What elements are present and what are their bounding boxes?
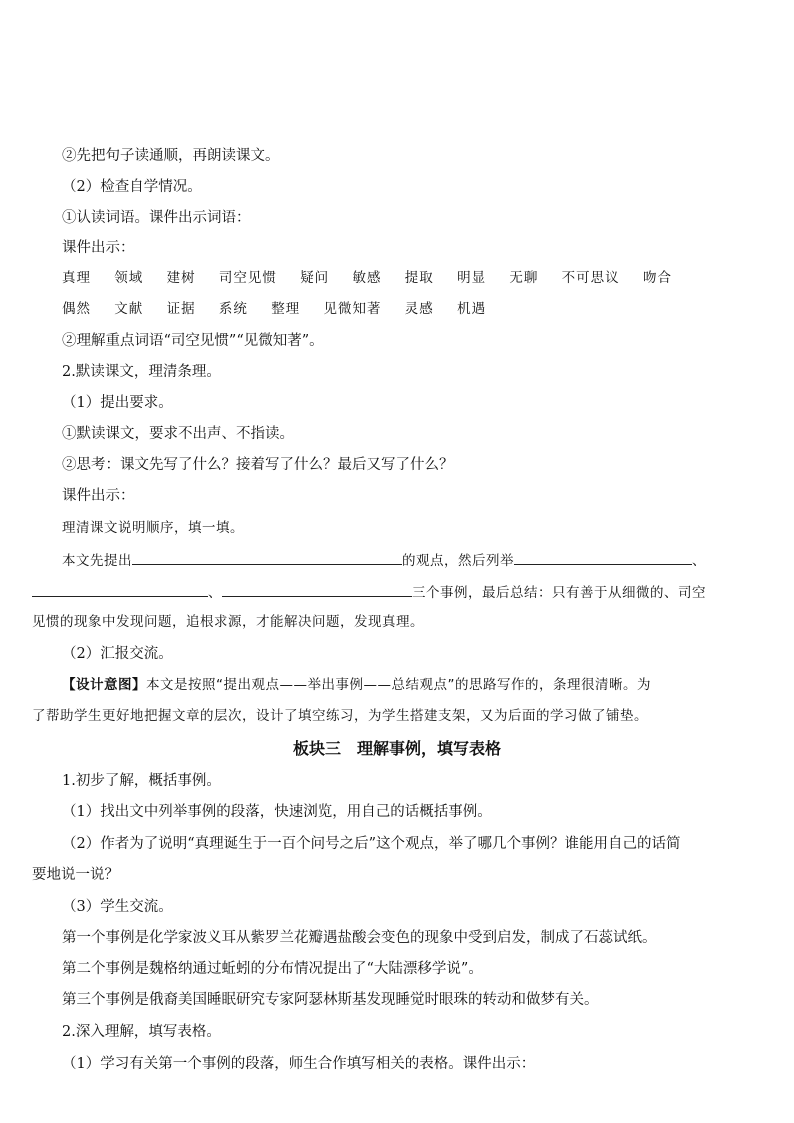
text-line: ①默读课文，要求不出声、不指读。 (62, 426, 294, 442)
text-line: 课件出示： (62, 240, 135, 256)
text-line: 了帮助学生更好地把握文章的层次，设计了填空练习，为学生搭建支架，又为后面的学习做了铺垫。 (32, 708, 648, 724)
text-line: 见惯的现象中发现问题，追根求源，才能解决问题，发现真理。 (32, 614, 424, 630)
word: 灵感 (404, 301, 434, 317)
text-line: （2）检查自学情况。 (62, 179, 202, 195)
text-line: 1.初步了解，概括事例。 (62, 773, 221, 789)
design-intent-line-1 (62, 675, 651, 695)
word: 司空见惯 (218, 270, 277, 286)
section-heading: 板块三 理解事例，填写表格 (292, 739, 501, 758)
word: 提取 (404, 270, 434, 286)
word: 领域 (114, 270, 144, 286)
fill-text: 本文先提出 (62, 553, 132, 569)
text-line: 第二个事例是魏格纳通过蚯蚓的分布情况提出了“大陆漂移学说”。 (62, 961, 483, 977)
text-line: （3）学生交流。 (62, 899, 173, 915)
word: 系统 (218, 301, 248, 317)
word: 证据 (166, 301, 196, 317)
text-line: 要地说一说？ (32, 867, 119, 883)
text-line: 理清课文说明顺序，填一填。 (62, 520, 244, 536)
text-line: （2）作者为了说明“真理诞生于一百个问号之后”这个观点，举了哪几个事例？谁能用自己的话简 (62, 836, 681, 852)
text-line: （1）找出文中列举事例的段落，快速浏览，用自己的话概括事例。 (62, 804, 492, 820)
word: 机遇 (457, 301, 487, 317)
text-line: 课件出示： (62, 488, 135, 504)
fill-text: 的观点，然后列举 (402, 553, 514, 569)
word: 疑问 (300, 270, 330, 286)
text-line: 第三个事例是俄裔美国睡眠研究专家阿瑟林斯基发现睡觉时眼珠的转动和做梦有关。 (62, 992, 599, 1008)
text-line: ②思考：课文先写了什么？接着写了什么？最后又写了什么？ (62, 457, 454, 473)
design-intent-label: 【设计意图】 (62, 677, 146, 693)
text-line: （2）汇报交流。 (62, 646, 173, 662)
text-line: ②理解重点词语“司空见惯”“见微知著”。 (62, 333, 324, 349)
design-intent-text: 本文是按照“提出观点——举出事例——总结观点”的思路写作的，条理很清晰。为 (146, 677, 651, 693)
fill-blank-line-2 (32, 582, 706, 603)
answer-blank-3[interactable] (32, 582, 208, 597)
word: 整理 (271, 301, 301, 317)
fill-text: 、 (692, 553, 706, 569)
word: 建树 (166, 270, 196, 286)
answer-blank-4[interactable] (222, 582, 412, 597)
word: 偶然 (62, 301, 91, 317)
word: 真理 (62, 270, 91, 286)
fill-text: 三个事例，最后总结：只有善于从细微的、司空 (412, 585, 706, 601)
text-line: 第一个事例是化学家波义耳从紫罗兰花瓣遇盐酸会变色的现象中受到启发，制成了石蕊试纸。 (62, 930, 657, 946)
word-list-row-2 (62, 299, 504, 319)
word: 文献 (114, 301, 144, 317)
fill-text: 、 (208, 585, 222, 601)
text-line: ②先把句子读通顺，再朗读课文。 (62, 148, 280, 164)
word-list-row-1 (62, 268, 690, 288)
word: 不可思议 (561, 270, 620, 286)
word: 见微知著 (323, 301, 382, 317)
text-line: ①认读词语。课件出示词语： (62, 210, 251, 226)
fill-blank-line-1 (62, 550, 706, 571)
word: 敏感 (352, 270, 382, 286)
text-line: （1）学习有关第一个事例的段落，师生合作填写相关的表格。课件出示： (62, 1056, 536, 1072)
word: 无聊 (509, 270, 539, 286)
word: 吻合 (642, 270, 672, 286)
text-line: 2.默读课文，理清条理。 (62, 364, 221, 380)
word: 明显 (457, 270, 487, 286)
text-line: （1）提出要求。 (62, 395, 173, 411)
answer-blank-2[interactable] (514, 550, 692, 565)
answer-blank-1[interactable] (132, 550, 402, 565)
text-line: 2.深入理解，填写表格。 (62, 1024, 221, 1040)
